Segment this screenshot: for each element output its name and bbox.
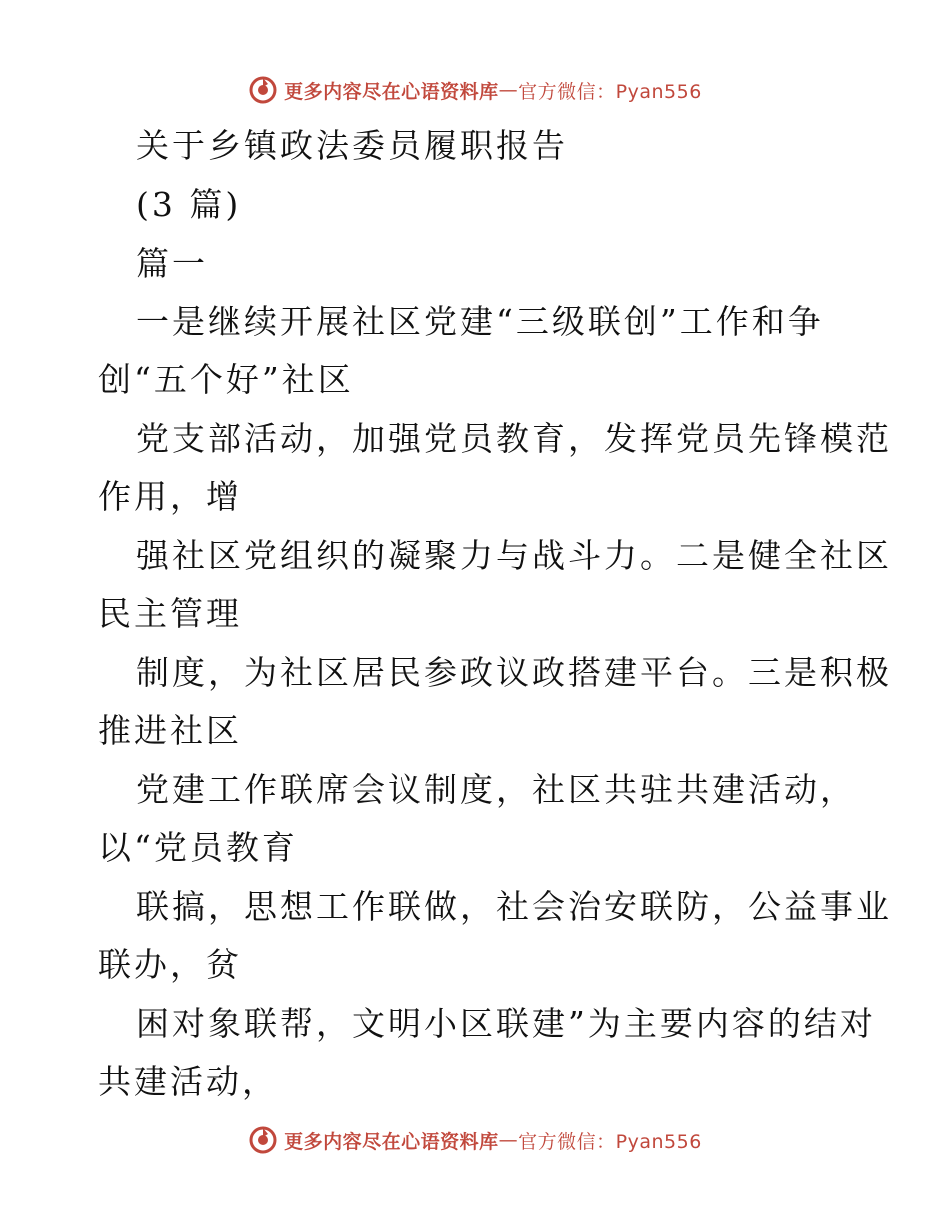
paragraph-line: 困对象联帮，文明小区联建”为主要内容的结对 xyxy=(136,1004,876,1043)
paragraph-line: 创“五个好”社区 xyxy=(98,360,354,399)
logo-icon xyxy=(248,1125,278,1155)
paragraph-line: 共建活动， xyxy=(98,1062,278,1101)
paragraph-line: 民主管理 xyxy=(98,594,242,633)
banner-separator: — xyxy=(498,79,519,101)
paragraph-line: 党支部活动，加强党员教育，发挥党员先锋模范 xyxy=(136,419,892,458)
banner-text: 更多内容尽在心语资料库 xyxy=(284,1130,499,1153)
paragraph-line: 作用，增 xyxy=(98,477,242,516)
paragraph-line: 党建工作联席会议制度，社区共驻共建活动， xyxy=(136,770,856,809)
footer-banner xyxy=(0,1120,950,1160)
banner-separator: — xyxy=(498,1129,519,1151)
document-title: 关于乡镇政法委员履职报告 xyxy=(136,126,568,165)
paragraph-line: 制度，为社区居民参政议政搭建平台。三是积极 xyxy=(136,653,892,692)
paragraph-line: 联办，贫 xyxy=(98,945,242,984)
logo-icon xyxy=(248,75,278,105)
paragraph-line: 以“党员教育 xyxy=(98,828,298,867)
banner-contact: 官方微信：Pyan556 xyxy=(518,80,702,103)
paragraph-line: 推进社区 xyxy=(98,711,242,750)
banner-text: 更多内容尽在心语资料库 xyxy=(284,80,499,103)
document-subtitle: (3 篇) xyxy=(136,185,242,224)
header-banner xyxy=(0,70,950,110)
paragraph-line: 强社区党组织的凝聚力与战斗力。二是健全社区 xyxy=(136,536,892,575)
paragraph-line: 联搞，思想工作联做，社会治安联防，公益事业 xyxy=(136,887,892,926)
section-heading: 篇一 xyxy=(136,244,208,283)
banner-contact: 官方微信：Pyan556 xyxy=(518,1130,702,1153)
paragraph-line: 一是继续开展社区党建“三级联创”工作和争 xyxy=(136,302,824,341)
